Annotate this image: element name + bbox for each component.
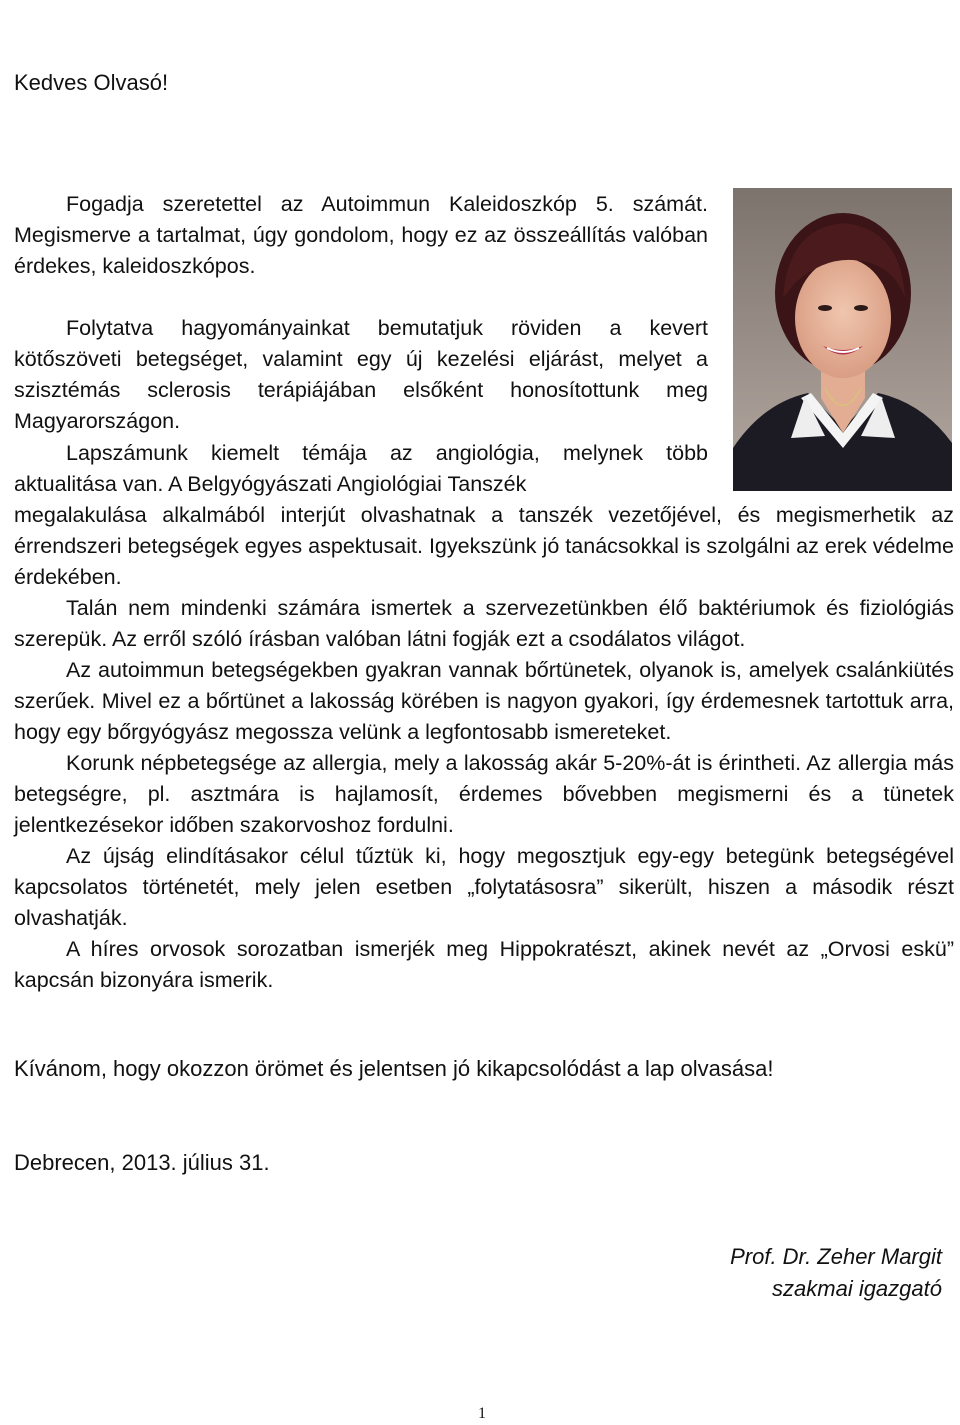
dateline: Debrecen, 2013. július 31. [14, 1150, 270, 1175]
signature-name: Prof. Dr. Zeher Margit [730, 1244, 942, 1269]
paragraph-3-start [14, 438, 708, 500]
signature [730, 1241, 942, 1305]
paragraph-1-text: Fogadja szeretettel az Autoimmun Kaleidoszkóp 5. számát. Megismerve a tartalmat, úgy gondolom, hogy ez az összeállítás valóban érdekes, kaleidoszkópos. [14, 192, 708, 278]
greeting: Kedves Olvasó! [14, 70, 169, 95]
page-number: 1 [478, 1405, 486, 1422]
paragraph-1 [14, 189, 708, 282]
paragraph-7: Az újság elindításakor célul tűztük ki, hogy megosztjuk egy-egy betegünk betegségével kapcsolatos történetét, mely jelen esetben „folytatásosra” sikerült, hiszen a második részt olvashatják. [14, 844, 954, 930]
paragraph-6: Korunk népbetegsége az allergia, mely a lakosság akár 5-20%-át is érintheti. Az allergia más betegségre, pl. asztmára is hajlamosít, érdemes bővebben megismerni és a tünetek jelentkezésekor időben szakorvoshoz fordulni. [14, 751, 954, 837]
paragraph-2 [14, 313, 708, 437]
letter-body [14, 593, 954, 996]
paragraph-3-start-text: Lapszámunk kiemelt témája az angiológia, melynek több aktualitása van. A Belgyógyászati Angiológiai Tanszék [14, 441, 708, 496]
paragraph-3-cont: megalakulása alkalmából interjút olvashatnak a tanszék vezetőjével, és megismerhetik az érrendszeri betegségek egyes aspektusait. Igyekszünk jó tanácsokkal is szolgálni az erek védelme érdekében. [14, 503, 954, 589]
paragraph-5: Az autoimmun betegségekben gyakran vannak bőrtünetek, olyanok is, amelyek csalánkiütés szerűek. Mivel ez a bőrtünet a lakosság körében is nagyon gyakori, így érdemesnek tartottuk arra, hogy egy bőrgyógyász megossza velünk a legfontosabb ismereteket. [14, 658, 954, 744]
author-portrait [733, 188, 952, 491]
paragraph-8: A híres orvosok sorozatban ismerjék meg Hippokratészt, akinek nevét az „Orvosi eskü” kapcsán bizonyára ismerik. [14, 937, 954, 992]
paragraph-4: Talán nem mindenki számára ismertek a szervezetünkben élő baktériumok és fiziológiás szerepük. Az erről szóló írásban valóban látni fogják ezt a csodálatos világot. [14, 596, 954, 651]
portrait-illustration [733, 188, 952, 491]
signature-title: szakmai igazgató [772, 1276, 942, 1301]
closing-line: Kívánom, hogy okozzon örömet és jelentsen jó kikapcsolódást a lap olvasása! [14, 1056, 774, 1081]
paragraph-2-text: Folytatva hagyományainkat bemutatjuk röviden a kevert kötőszöveti betegséget, valamint egy új kezelési eljárást, melyet a szisztémás sclerosis terápiájában elsőként honosítottunk meg Magyarországon. [14, 316, 708, 433]
